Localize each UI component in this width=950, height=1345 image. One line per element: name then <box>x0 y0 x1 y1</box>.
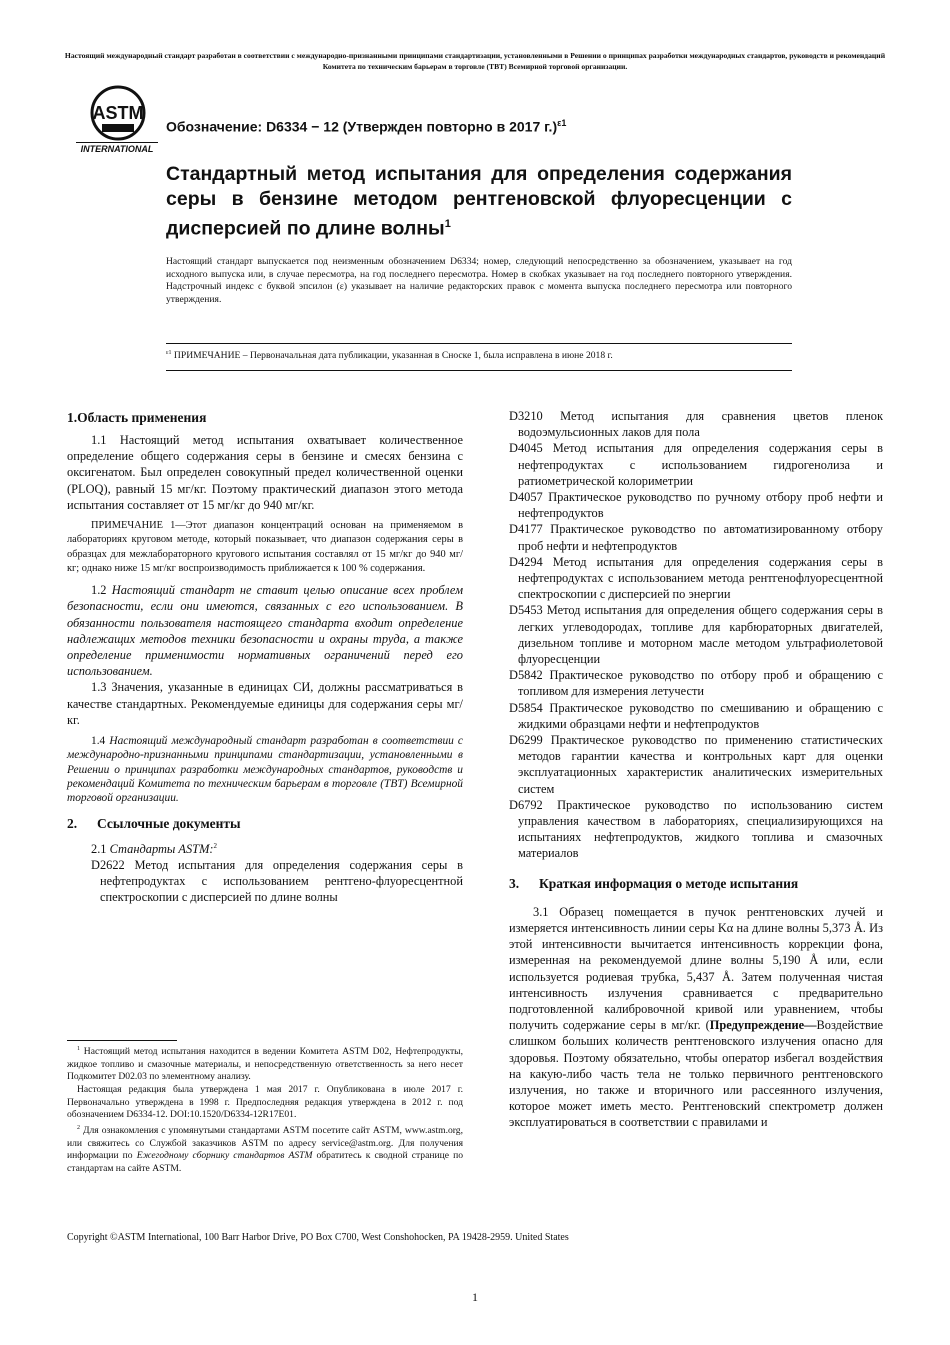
footnote-2 <box>67 1122 463 1176</box>
astm-logo <box>76 84 160 154</box>
footnote-1-sup: 1 <box>77 1046 80 1052</box>
ref-d6299: D6299 Практическое руководство по применению статистических методов гарантии качества и контрольных карт для оценки эксплуатационных характеристик аналитических измерительных систем <box>509 733 883 796</box>
footnote-1 <box>67 1043 463 1084</box>
divider-top <box>166 343 792 344</box>
footnote-divider <box>67 1040 177 1041</box>
logo-caption: INTERNATIONAL <box>76 142 158 154</box>
page-number: 1 <box>472 1290 478 1304</box>
ref-d4045: D4045 Метод испытания для определения содержания серы в нефтепродуктах с использованием гидрогенолиза и ратиометрической колориметрии <box>509 441 883 488</box>
footnote-2-text: Для ознакомления с упомянутыми стандартами ASTM посетите сайт ASTM, www.astm.org, или свяжитесь со Службой заказчиков ASTM по адресу service@astm.org. Для получения информации по <box>67 1124 463 1162</box>
designation <box>166 118 566 135</box>
note-1: ПРИМЕЧАНИЕ 1—Этот диапазон концентраций основан на применяемом в лабораториях круговом методе, который показывает, что диапазон содержания серы в образцах для межлабораторного кругового испытания составлял от 15 мг/кг до 940 мг/кг; однако ниже 15 мг/кг воспроизводимость приближается к 100 % содержания. <box>67 520 463 574</box>
designation-text: Обозначение: D6334 − 12 (Утвержден повторно в 2017 г.) <box>166 118 558 135</box>
para-1-1: 1.1 Настоящий метод испытания охватывает количественное определение общего содержания серы в бензине и смесях бензина с оксигенатом. Был определен совокупный предел количественной оценки (PLOQ), равный 15 мг/кг. Поэтому практический диапазон этого метода испытания составляет от 15 мг/кг до 940 мг/кг. <box>67 433 463 512</box>
epsilon-note-text: ПРИМЕЧАНИЕ – Первоначальная дата публикации, указанная в Сноске 1, была исправлена в июне 2018 г. <box>171 350 613 362</box>
title-footnote-ref: 1 <box>444 218 451 230</box>
astm-logo-icon <box>76 84 160 142</box>
warning-label: Предупреждение— <box>709 1018 817 1033</box>
astm-standards-label <box>91 838 463 857</box>
footnote-2-italic: Ежегодному сборнику стандартов ASTM <box>136 1150 313 1162</box>
section-2-title: Ссылочные документы <box>97 815 241 831</box>
ref-d5854: D5854 Практическое руководство по смешиванию и обращению с жидкими образцами нефти и нефтепродуктов <box>509 700 883 731</box>
designation-sup: ε1 <box>557 118 567 128</box>
ref-d4057: D4057 Практическое руководство по ручному отбору проб нефти и нефтепродуктов <box>509 490 883 521</box>
footnote-1b: Настоящая редакция была утверждена 1 мая 2017 г. Опубликована в июле 2017 г. Первоначально утверждена в 1998 г. Предпоследняя редакция утверждена в 2012 г. под обозначением D6334-12. DOI:10.1520/D6334-12R17E01. <box>67 1083 463 1121</box>
section-3-num: 3. <box>509 875 520 891</box>
ref-d5453: D5453 Метод испытания для определения общего содержания серы в легких углеводородах, топливе для карбюраторных двигателей, дизельном топливе и моторном масле методом ультрафиолетовой флуоресценции <box>509 603 883 667</box>
ref-d5842: D5842 Практическое руководство по отбору проб и обращению с топливом для измерения летучести <box>509 668 883 699</box>
divider-bottom <box>166 370 792 371</box>
para-1-3: 1.3 Значения, указанные в единицах СИ, должны рассматриваться в качестве стандартных. Рекомендуемые единицы для содержания серы мг/кг. <box>67 680 463 727</box>
ref-d4294: D4294 Метод испытания для определения содержания серы в нефтепродуктах с использованием метода рентгенофлуоресцентной спектроскопии с дисперсией по энергии <box>509 554 883 602</box>
right-column <box>509 408 883 1137</box>
section-2-heading <box>67 816 463 832</box>
section-1-heading: 1.Область применения <box>67 410 207 425</box>
footnote-2-end: обратитесь к сводной странице по стандартам на сайте ASTM. <box>67 1150 463 1174</box>
astm-standards-sup: 2 <box>213 841 218 850</box>
astm-standards-text: Стандарты ASTM: <box>109 841 214 856</box>
ref-d2622: D2622 Метод испытания для определения содержания серы в нефтепродуктах с использованием рентгено-флуоресцентной спектроскопии с дисперсией по длине волны <box>91 857 463 905</box>
top-compliance-note: Настоящий международный стандарт разработан в соответствии с международно-признанными принципами стандартизации, установленными в Решении о принципах разработки международных стандартов, руководств и рекомендаций Комитета по техническим барьерам в торговле (TBT) Всемирной торговой организации. <box>64 51 886 71</box>
ref-d6792: D6792 Практическое руководство по использованию систем управления качеством в лабораториях, специализирующихся на испытаниях нефтепродуктов, жидкого топлива и смазочных материалов <box>509 797 883 861</box>
section-3-title: Краткая информация о методе испытания <box>539 875 799 891</box>
para-1-2 <box>67 582 463 679</box>
para-1-4 <box>67 734 463 805</box>
para-3-1 <box>509 904 883 1131</box>
document-title-text: Стандартный метод испытания для определения содержания серы в бензине методом рентгеновской флуоресценции с дисперсией по длине волны <box>166 163 792 240</box>
ref-d4177: D4177 Практическое руководство по автоматизированному отбору проб нефти и нефтепродуктов <box>509 522 883 553</box>
epsilon-sup: ε1 <box>166 350 172 356</box>
para-1-2-text: Настоящий стандарт не ставит целью описание всех проблем безопасности, если они имеются, связанных с его использованием. В обязанности пользователя настоящего стандарта входит определение надлежащих методов техники безопасности и охраны труда, а также определение применимости нормативных ограничений перед его использованием. <box>67 583 463 679</box>
footnotes <box>67 1043 463 1175</box>
para-1-2-num: 1.2 <box>91 583 112 598</box>
ref-d3210: D3210 Метод испытания для сравнения цветов пленок водоэмульсионных лаков для пола <box>509 409 883 440</box>
section-2-num: 2. <box>67 815 78 831</box>
designation-intro: Настоящий стандарт выпускается под неизменным обозначением D6334; номер, следующий непосредственно за обозначением, указывает на год исходного выпуска или, в случае пересмотра, на год последнего пересмотра. Номер в скобках указывает на год последнего повторного утверждения. Надстрочный индекс с буквой эпсилон (ε) указывает на наличие редакторских правок с момента выпуска последнего пересмотра или повторного утверждения. <box>166 256 792 305</box>
copyright-line: Copyright ©ASTM International, 100 Barr Harbor Drive, PO Box C700, West Conshohocken, PA 19428-2959. United States <box>67 1232 569 1243</box>
section-3-heading <box>509 876 883 892</box>
astm-standards-num: 2.1 <box>91 841 110 856</box>
para-1-4-num: 1.4 <box>91 735 110 748</box>
para-3-1-text: 3.1 Образец помещается в пучок рентгеновских лучей и измеряется интенсивность линии серы Kα на длине волны 5,373 Å. Из этой интенсивности вычитается интенсивность коррекции фона, измеренная на рекомендуемой длине волны 5,190 Å или, если используется родиевая трубка, 5,437 Å. Затем полученная чистая интенсивность излучения сравнивается с предварительно подготовленной калибровочной кривой или уравнением, чтобы получить содержание серы в мг/кг. ( <box>509 904 883 1033</box>
epsilon-note <box>166 350 613 361</box>
left-column <box>67 410 463 905</box>
document-title <box>166 162 792 242</box>
para-1-4-text: Настоящий международный стандарт разработан в соответствии с международно-признанными принципами стандартизации, установленными в Решении о принципах разработки международных стандартов, руководств и рекомендаций Комитета по техническим барьерам в торговле (TBT) Всемирной торговой организации. <box>67 735 463 805</box>
para-3-1-cont: Воздействие слишком больших количеств рентгеновского излучения опасно для здоровья. Поэтому обязательно, чтобы оператор избегал воздействия на какую-либо часть тела не только первичного рентгеновского излучения, но также и вторичного или рассеянного излучения, которое может иметь место. Рентгеновский спектрометр должен эксплуатироваться в соответствии с правилами и <box>509 1018 883 1130</box>
footnote-2-sup: 2 <box>77 1124 80 1131</box>
svg-text:ASTM: ASTM <box>92 103 144 123</box>
footnote-1-text: Настоящий метод испытания находится в ведении Комитета ASTM D02, Нефтепродукты, жидкое топливо и смазочные материалы, и непосредственную ответственность за него несет Подкомитет D02.03 по элементному анализу. <box>67 1046 463 1083</box>
